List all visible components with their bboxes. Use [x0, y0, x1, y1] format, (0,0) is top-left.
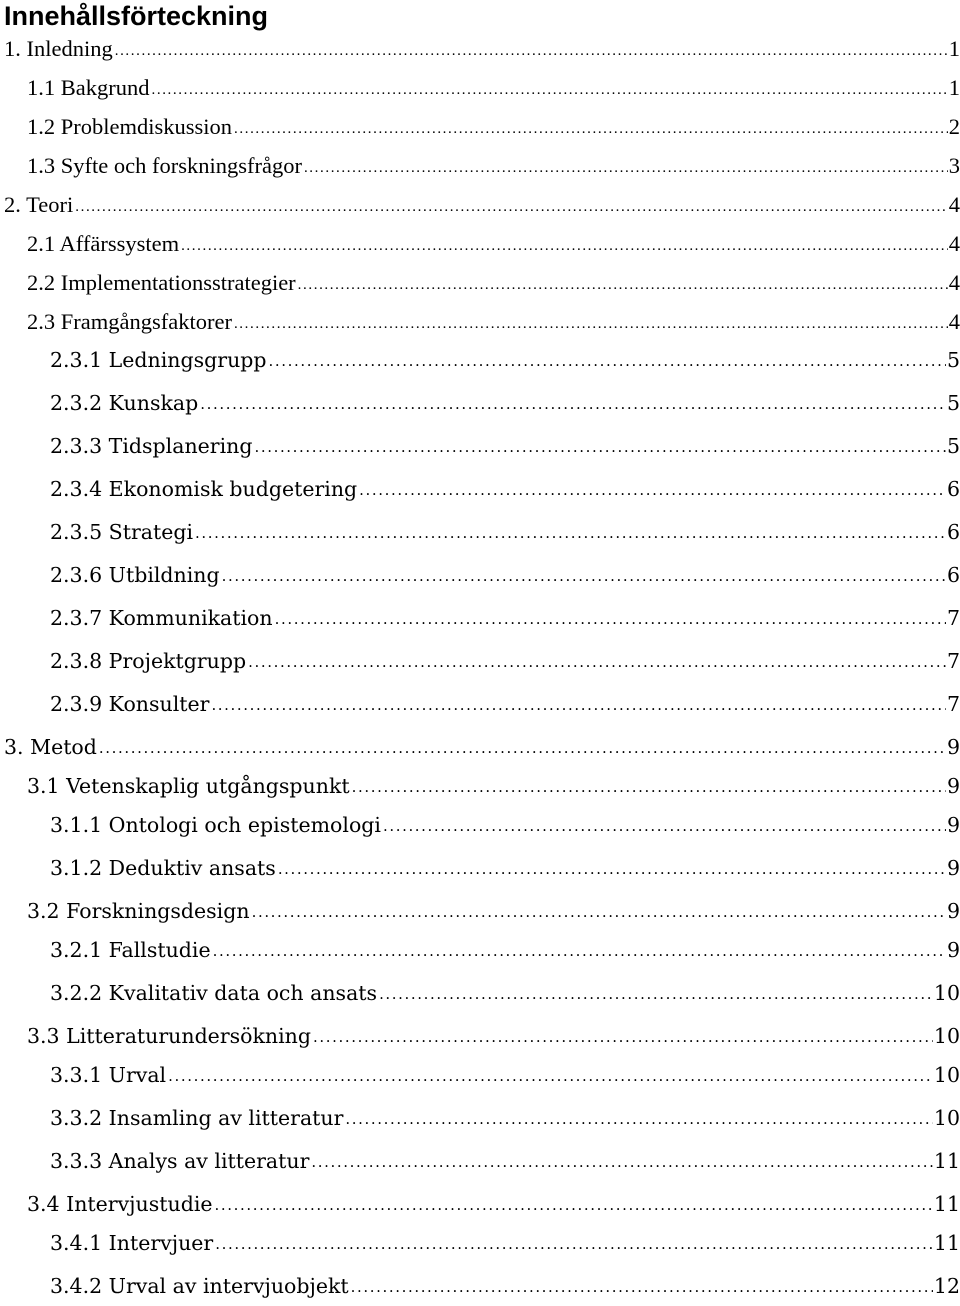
toc-page-number: 7 — [946, 606, 960, 630]
toc-page-number: 4 — [948, 270, 960, 295]
toc-entry-title: 3. Metod — [4, 735, 97, 759]
toc-page-number: 1 — [948, 75, 960, 100]
toc-entry-title: 2.3 Framgångsfaktorer — [27, 309, 232, 334]
toc-entry-title: 3.3.1 Urval — [50, 1063, 167, 1087]
toc-entry[interactable] — [0, 1274, 960, 1306]
toc-page-number: 6 — [946, 477, 960, 501]
toc-entry[interactable] — [0, 1063, 960, 1095]
toc-page-number: 10 — [933, 981, 960, 1005]
toc-dot-leader — [99, 739, 946, 757]
toc-dot-leader — [383, 817, 946, 835]
toc-entry[interactable] — [0, 981, 960, 1013]
toc-dot-leader — [195, 524, 946, 542]
toc-entry-title: 2.1 Affärssystem — [27, 231, 180, 256]
toc-dot-leader — [213, 942, 946, 960]
toc-dot-leader — [200, 395, 946, 413]
toc-entry-title: 2.3.8 Projektgrupp — [50, 649, 247, 673]
toc-dot-leader — [168, 1067, 933, 1085]
toc-entry-title: 2.3.6 Utbildning — [50, 563, 220, 587]
toc-dot-leader — [278, 860, 946, 878]
toc-entry[interactable] — [0, 391, 960, 423]
toc-page-number: 4 — [948, 309, 960, 334]
toc-entry[interactable] — [0, 692, 960, 724]
toc-entry[interactable] — [0, 75, 960, 107]
toc-page-number: 10 — [933, 1024, 960, 1048]
toc-entry[interactable] — [0, 520, 960, 552]
toc-page-number: 9 — [946, 735, 960, 759]
toc-dot-leader — [352, 778, 946, 796]
toc-dot-leader — [379, 985, 933, 1003]
toc-entry[interactable] — [0, 36, 960, 68]
toc-entry[interactable] — [0, 1024, 960, 1056]
toc-entry[interactable] — [0, 856, 960, 888]
toc-dot-leader — [351, 1278, 933, 1296]
toc-entry-title: 1. Inledning — [4, 36, 113, 61]
toc-dot-leader — [313, 1028, 933, 1046]
toc-dot-leader — [275, 610, 946, 628]
toc-dot-leader — [152, 82, 948, 99]
toc-page-number: 11 — [933, 1149, 960, 1173]
toc-entry[interactable] — [0, 114, 960, 146]
toc-dot-leader — [269, 352, 946, 370]
toc-entry-title: 1.3 Syfte och forskningsfrågor — [27, 153, 302, 178]
toc-entry[interactable] — [0, 1106, 960, 1138]
toc-dot-leader — [181, 238, 948, 255]
toc-entry-title: 2.3.9 Konsulter — [50, 692, 210, 716]
toc-entry[interactable] — [0, 309, 960, 341]
toc-dot-leader — [252, 903, 946, 921]
toc-dot-leader — [248, 653, 946, 671]
toc-entry-title: 3.1.2 Deduktiv ansats — [50, 856, 276, 880]
toc-page-number: 9 — [946, 774, 960, 798]
toc-page-number: 7 — [946, 692, 960, 716]
toc-page-number: 11 — [933, 1192, 960, 1216]
toc-entry[interactable] — [0, 270, 960, 302]
toc-entry-title: 2.3.2 Kunskap — [50, 391, 199, 415]
toc-page-number: 9 — [946, 938, 960, 962]
toc-entry-title: 3.2.2 Kvalitativ data och ansats — [50, 981, 378, 1005]
toc-page-number: 5 — [946, 434, 960, 458]
toc-entry-title: 3.4.1 Intervjuer — [50, 1231, 214, 1255]
toc-dot-leader — [222, 567, 946, 585]
page-title: Innehållsförteckning — [4, 1, 269, 31]
toc-page-number: 3 — [948, 153, 960, 178]
toc-dot-leader — [234, 316, 948, 333]
toc-entry-title: 2. Teori — [4, 192, 74, 217]
toc-entry[interactable] — [0, 231, 960, 263]
toc-entry-title: 3.3 Litteraturundersökning — [27, 1024, 311, 1048]
toc-entry[interactable] — [0, 1149, 960, 1181]
toc-dot-leader — [254, 438, 945, 456]
toc-entry-title: 3.2 Forskningsdesign — [27, 899, 250, 923]
toc-entry-title: 3.1 Vetenskaplig utgångspunkt — [27, 774, 350, 798]
toc-entry-title: 2.3.7 Kommunikation — [50, 606, 273, 630]
toc-page-number: 5 — [946, 391, 960, 415]
toc-dot-leader — [311, 1153, 933, 1171]
toc-page-number: 9 — [946, 899, 960, 923]
toc-entry[interactable] — [0, 192, 960, 224]
toc-entry[interactable] — [0, 774, 960, 806]
toc-dot-leader — [115, 43, 948, 60]
toc-entry-title: 3.4.2 Urval av intervjuobjekt — [50, 1274, 349, 1298]
toc-page-number: 2 — [948, 114, 960, 139]
toc-entry-title: 3.1.1 Ontologi och epistemologi — [50, 813, 381, 837]
toc-entry-title: 2.3.5 Strategi — [50, 520, 194, 544]
toc-page-number: 1 — [948, 36, 960, 61]
toc-page-number: 12 — [933, 1274, 960, 1298]
toc-entry[interactable] — [0, 348, 960, 380]
toc-entry-title: 1.2 Problemdiskussion — [27, 114, 233, 139]
toc-dot-leader — [215, 1235, 933, 1253]
toc-page-number: 5 — [946, 348, 960, 372]
toc-entry[interactable] — [0, 735, 960, 767]
toc-dot-leader — [359, 481, 946, 499]
toc-dot-leader — [211, 696, 946, 714]
toc-dot-leader — [298, 277, 948, 294]
toc-page-number: 10 — [933, 1106, 960, 1130]
toc-page-number: 4 — [948, 192, 960, 217]
toc-page-number: 10 — [933, 1063, 960, 1087]
toc-page-number: 6 — [946, 563, 960, 587]
toc-entry[interactable] — [0, 563, 960, 595]
toc-entry-title: 2.2 Implementationsstrategier — [27, 270, 296, 295]
toc-dot-leader — [75, 199, 948, 216]
toc-entry[interactable] — [0, 153, 960, 185]
toc-page-number: 6 — [946, 520, 960, 544]
toc-entry[interactable] — [0, 1192, 960, 1224]
toc-page-number: 7 — [946, 649, 960, 673]
toc-entry-title: 2.3.4 Ekonomisk budgetering — [50, 477, 358, 501]
toc-entry-title: 2.3.3 Tidsplanering — [50, 434, 253, 458]
toc-entry[interactable] — [0, 813, 960, 845]
toc-page-number: 9 — [946, 856, 960, 880]
toc-entry-title: 3.2.1 Fallstudie — [50, 938, 211, 962]
toc-entry[interactable] — [0, 434, 960, 466]
toc-entry[interactable] — [0, 606, 960, 638]
toc-dot-leader — [234, 121, 948, 138]
toc-entry-title: 2.3.1 Ledningsgrupp — [50, 348, 267, 372]
toc-entry[interactable] — [0, 649, 960, 681]
toc-entry-title: 3.4 Intervjustudie — [27, 1192, 213, 1216]
toc-dot-leader — [345, 1110, 932, 1128]
toc-page-number: 4 — [948, 231, 960, 256]
toc-entry[interactable] — [0, 1231, 960, 1263]
toc-page-number: 9 — [946, 813, 960, 837]
toc-entry[interactable] — [0, 899, 960, 931]
toc-entry-title: 3.3.3 Analys av litteratur — [50, 1149, 310, 1173]
toc-page-number: 11 — [933, 1231, 960, 1255]
toc-entry[interactable] — [0, 938, 960, 970]
toc-entry[interactable] — [0, 477, 960, 509]
toc-dot-leader — [215, 1196, 933, 1214]
toc-dot-leader — [304, 160, 948, 177]
toc-entry-title: 1.1 Bakgrund — [27, 75, 150, 100]
toc-entry-title: 3.3.2 Insamling av litteratur — [50, 1106, 344, 1130]
